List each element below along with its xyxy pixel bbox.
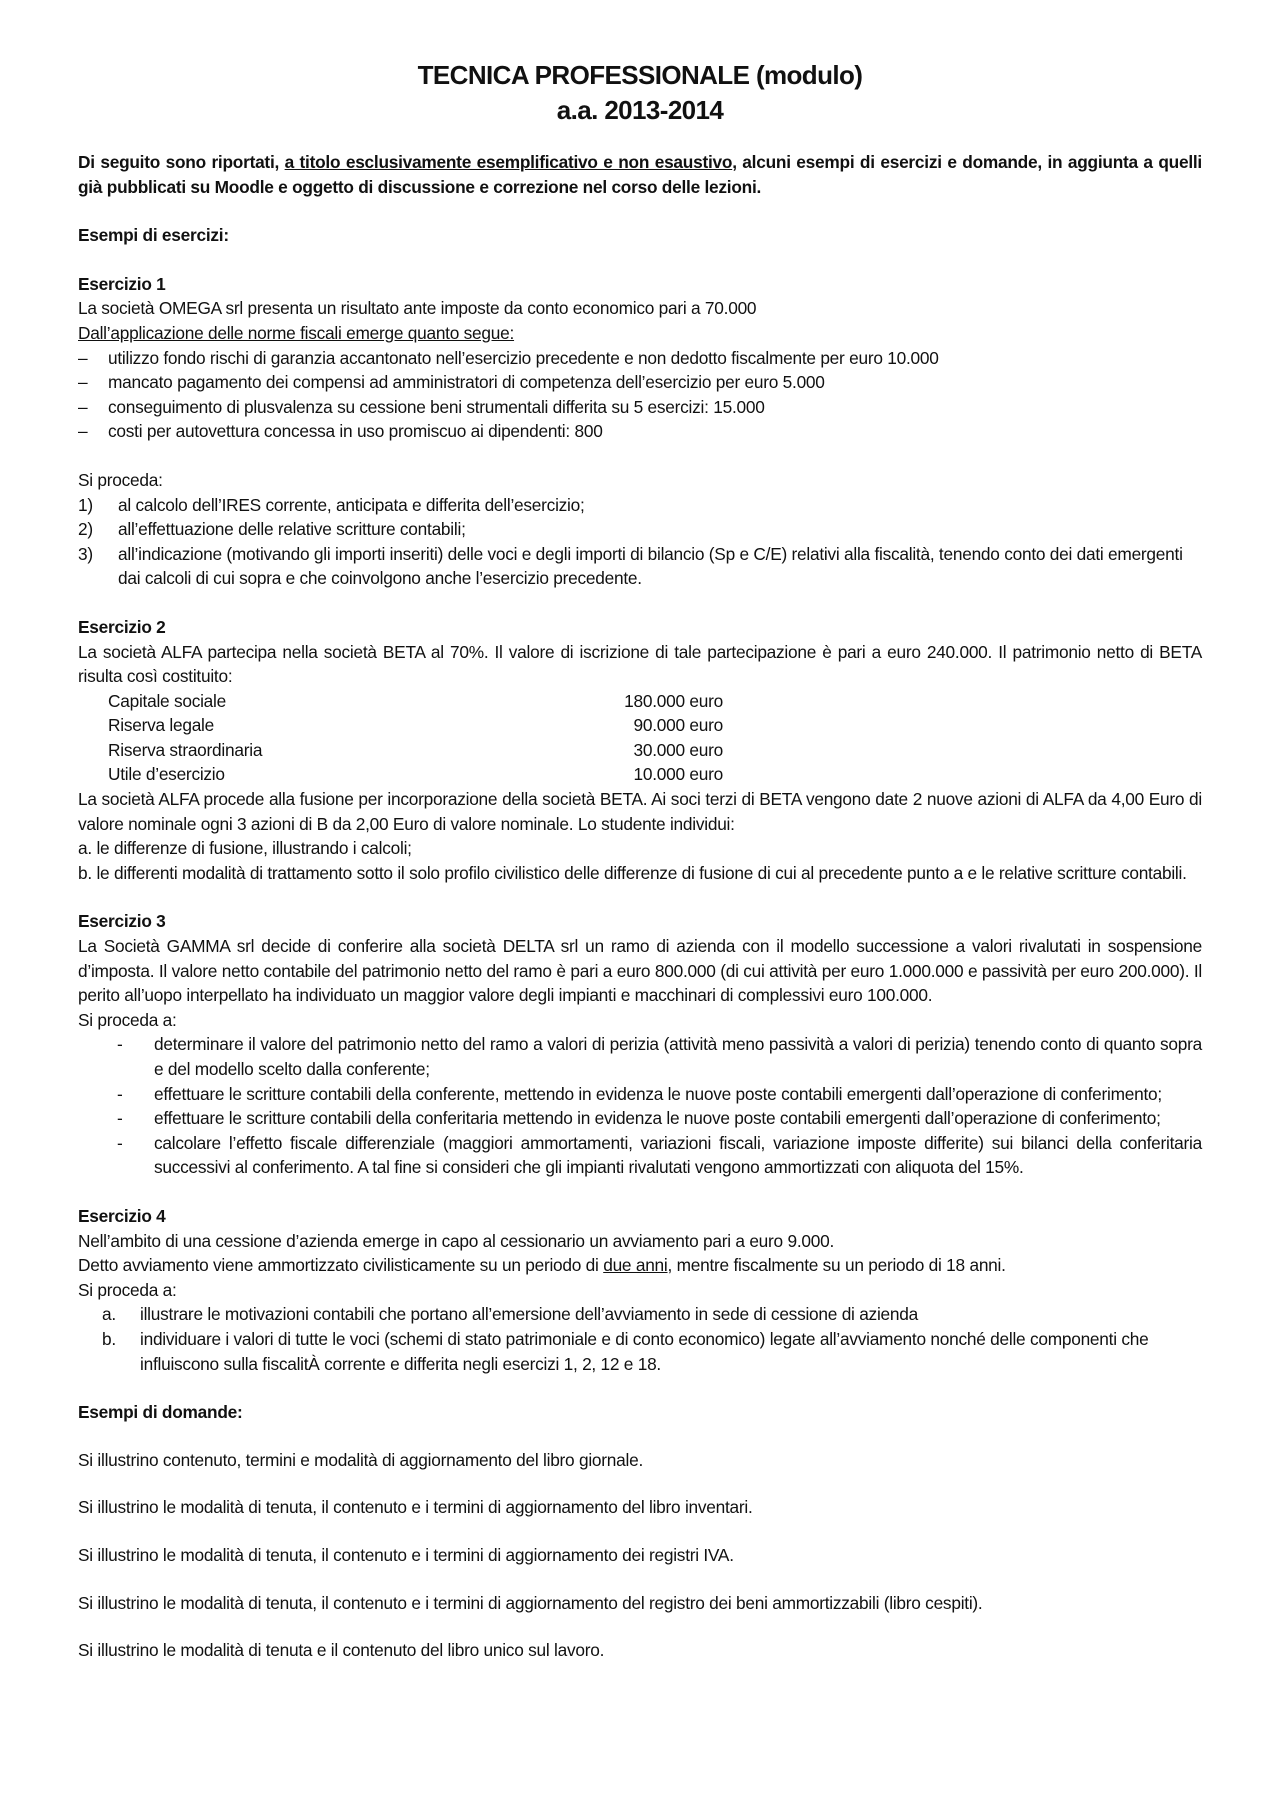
list-item [78, 1032, 1202, 1081]
intro-underlined-text: a titolo esclusivamente esemplificativo e non esaustivo [284, 152, 733, 172]
exercise-1-item-list [78, 346, 1202, 444]
exercise-3-item-list [78, 1032, 1202, 1180]
exercise-1-proceed: Si proceda: [78, 469, 163, 490]
equity-value: 10.000 euro [633, 764, 723, 785]
equity-label: Riserva legale [108, 715, 215, 736]
question-item: Si illustrino contenuto, termini e modalità di aggiornamento del libro giornale. [78, 1449, 644, 1470]
title-line-2: a.a. 2013-2014 [556, 95, 724, 125]
item-text: illustrare le motivazioni contabili che portano all’emersione dell’avviamento in sede di cessione di azienda [140, 1304, 918, 1325]
exercise-4 [78, 1204, 1202, 1376]
table-row [108, 713, 723, 738]
bullet-marker: - [117, 1108, 123, 1129]
question-item: Si illustrino le modalità di tenuta e il contenuto del libro unico sul lavoro. [78, 1640, 605, 1661]
item-marker: a. [102, 1304, 116, 1325]
list-item [78, 1302, 1202, 1327]
step-marker: 2) [78, 519, 93, 540]
exercises-heading: Esempi di esercizi: [78, 225, 229, 246]
exercise-3-proceed: Si proceda a: [78, 1009, 177, 1030]
item-marker: b. [102, 1328, 116, 1349]
exercise-1-subheading: Dall’applicazione delle norme fiscali emerge quanto segue: [78, 322, 515, 343]
exercise-1-title: Esercizio 1 [78, 273, 166, 294]
exercise-4-line-2-text-2: , mentre fiscalmente su un periodo di 18 anni. [667, 1255, 1006, 1276]
list-item [78, 542, 1202, 591]
list-item [78, 517, 1202, 542]
table-row [108, 689, 723, 714]
step-text: all’effettuazione delle relative scritture contabili; [118, 519, 466, 540]
list-item [78, 1106, 1202, 1131]
exercise-2-title: Esercizio 2 [78, 616, 166, 637]
exercise-3-title: Esercizio 3 [78, 911, 166, 932]
intro-paragraph [78, 150, 1202, 199]
exercise-4-proceed: Si proceda a: [78, 1279, 177, 1300]
list-item [78, 1082, 1202, 1107]
exercise-2-item-a: a. le differenze di fusione, illustrando i calcoli; [78, 838, 412, 859]
list-item [78, 493, 1202, 518]
exercise-4-underlined-text: due anni [603, 1255, 668, 1276]
intro-text-1: Di seguito sono riportati, [78, 152, 285, 172]
step-marker: 1) [78, 494, 93, 515]
exercise-1 [78, 272, 1202, 591]
question-item: Si illustrino le modalità di tenuta, il contenuto e i termini di aggiornamento dei registri IVA. [78, 1544, 734, 1565]
exercise-2 [78, 615, 1202, 886]
bullet-marker: - [117, 1034, 123, 1055]
step-text: all’indicazione (motivando gli importi inseriti) delle voci e degli importi di bilancio (Sp e C/E) relativi alla fiscalità, tenendo conto dei dati emergenti dai calcoli di cui sopra e che coinvolgono anche l’esercizio precedente. [118, 543, 1183, 589]
list-item [78, 1327, 1202, 1376]
exercise-1-steps [78, 493, 1202, 591]
equity-label: Riserva straordinaria [108, 739, 263, 760]
questions-heading: Esempi di domande: [78, 1402, 243, 1423]
list-item: – mancato pagamento dei compensi ad amministratori di competenza dell’esercizio per euro 5.000 [78, 370, 1202, 395]
equity-value: 180.000 euro [624, 690, 723, 711]
equity-label: Capitale sociale [108, 690, 226, 711]
table-row [108, 738, 723, 763]
page-title [78, 58, 1202, 128]
bullet-marker: - [117, 1083, 123, 1104]
exercise-4-line-1: Nell’ambito di una cessione d’azienda emerge in capo al cessionario un avviamento pari a euro 9.000. [78, 1230, 835, 1251]
exercise-2-paragraph-2: La società ALFA procede alla fusione per incorporazione della società BETA. Ai soci terzi di BETA vengono date 2 nuove azioni di ALFA da 4,00 Euro di valore nominale ogni 3 azioni di B da 2,00 Euro di valore nominale. Lo studente individui: [78, 789, 1202, 834]
equity-table [108, 689, 723, 787]
exercise-2-item-b: b. le differenti modalità di trattamento sotto il solo profilo civilistico delle differenze di fusione di cui al precedente punto a e le relative scritture contabili. [78, 862, 1187, 883]
list-item: – conseguimento di plusvalenza su cessione beni strumentali differita su 5 esercizi: 15.000 [78, 395, 1202, 420]
exercise-4-item-list [78, 1302, 1202, 1376]
equity-value: 30.000 euro [633, 739, 723, 760]
exercise-1-intro: La società OMEGA srl presenta un risultato ante imposte da conto economico pari a 70.000 [78, 298, 757, 319]
list-item: – costi per autovettura concessa in uso promiscuo ai dipendenti: 800 [78, 419, 1202, 444]
exercise-3 [78, 909, 1202, 1180]
table-row [108, 762, 723, 787]
step-text: al calcolo dell’IRES corrente, anticipata e differita dell’esercizio; [118, 494, 585, 515]
equity-label: Utile d’esercizio [108, 764, 225, 785]
equity-value: 90.000 euro [633, 715, 723, 736]
exercise-4-title: Esercizio 4 [78, 1205, 166, 1226]
item-text: calcolare l’effetto fiscale differenziale (maggiori ammortamenti, variazioni fiscali, variazione imposte differite) sui bilanci della conferitaria successivi al conferimento. A tal fine si consideri che gli impianti rivalutati vengono ammortizzati con aliquota del 15%. [154, 1132, 1202, 1178]
questions-list [78, 1448, 1202, 1663]
item-text: effettuare le scritture contabili della conferitaria mettendo in evidenza le nuove poste contabili emergenti dall’operazione di conferimento; [154, 1108, 1161, 1129]
exercise-3-paragraph: La Società GAMMA srl decide di conferire alla società DELTA srl un ramo di azienda con il modello successione a valori rivalutati in sospensione d’imposta. Il valore netto contabile del patrimonio netto del ramo è pari a euro 800.000 (di cui attività per euro 1.000.000 e passività per euro 200.000). Il perito all’uopo interpellato ha individuato un maggior valore degli impianti e macchinari di complessivi euro 100.000. [78, 936, 1202, 1006]
list-item: – utilizzo fondo rischi di garanzia accantonato nell’esercizio precedente e non dedotto fiscalmente per euro 10.000 [78, 346, 1202, 371]
step-marker: 3) [78, 543, 93, 564]
question-item: Si illustrino le modalità di tenuta, il contenuto e i termini di aggiornamento del libro inventari. [78, 1497, 753, 1518]
item-text: effettuare le scritture contabili della conferente, mettendo in evidenza le nuove poste contabili emergenti dall’operazione di conferimento; [154, 1083, 1162, 1104]
item-text: determinare il valore del patrimonio netto del ramo a valori di perizia (attività meno passività a valori di perizia) tenendo conto di quanto sopra e del modello scelto dalla conferente; [154, 1034, 1202, 1079]
question-item: Si illustrino le modalità di tenuta, il contenuto e i termini di aggiornamento del registro dei beni ammortizzabili (libro cespiti). [78, 1592, 983, 1613]
title-line-1: TECNICA PROFESSIONALE (modulo) [417, 60, 863, 90]
list-item [78, 1131, 1202, 1180]
item-text: individuare i valori di tutte le voci (schemi di stato patrimoniale e di conto economico) legate all’avviamento nonché delle componenti che influiscono sulla fiscalitÀ corrente e differita negli esercizi 1, 2, 12 e 18. [140, 1328, 1149, 1374]
bullet-marker: - [117, 1132, 123, 1153]
exercise-4-line-2-text-1: Detto avviamento viene ammortizzato civilisticamente su un periodo di [78, 1255, 604, 1276]
exercise-4-line-2 [78, 1253, 1202, 1278]
exercise-2-paragraph-1: La società ALFA partecipa nella società BETA al 70%. Il valore di iscrizione di tale partecipazione è pari a euro 240.000. Il patrimonio netto di BETA risulta così costituito: [78, 641, 1202, 687]
intro-text-2: , alcuni esempi di esercizi e domande, in aggiunta a quelli già pubblicati su Moodle e oggetto di discussione e correzione nel corso delle lezioni. [78, 152, 1202, 197]
